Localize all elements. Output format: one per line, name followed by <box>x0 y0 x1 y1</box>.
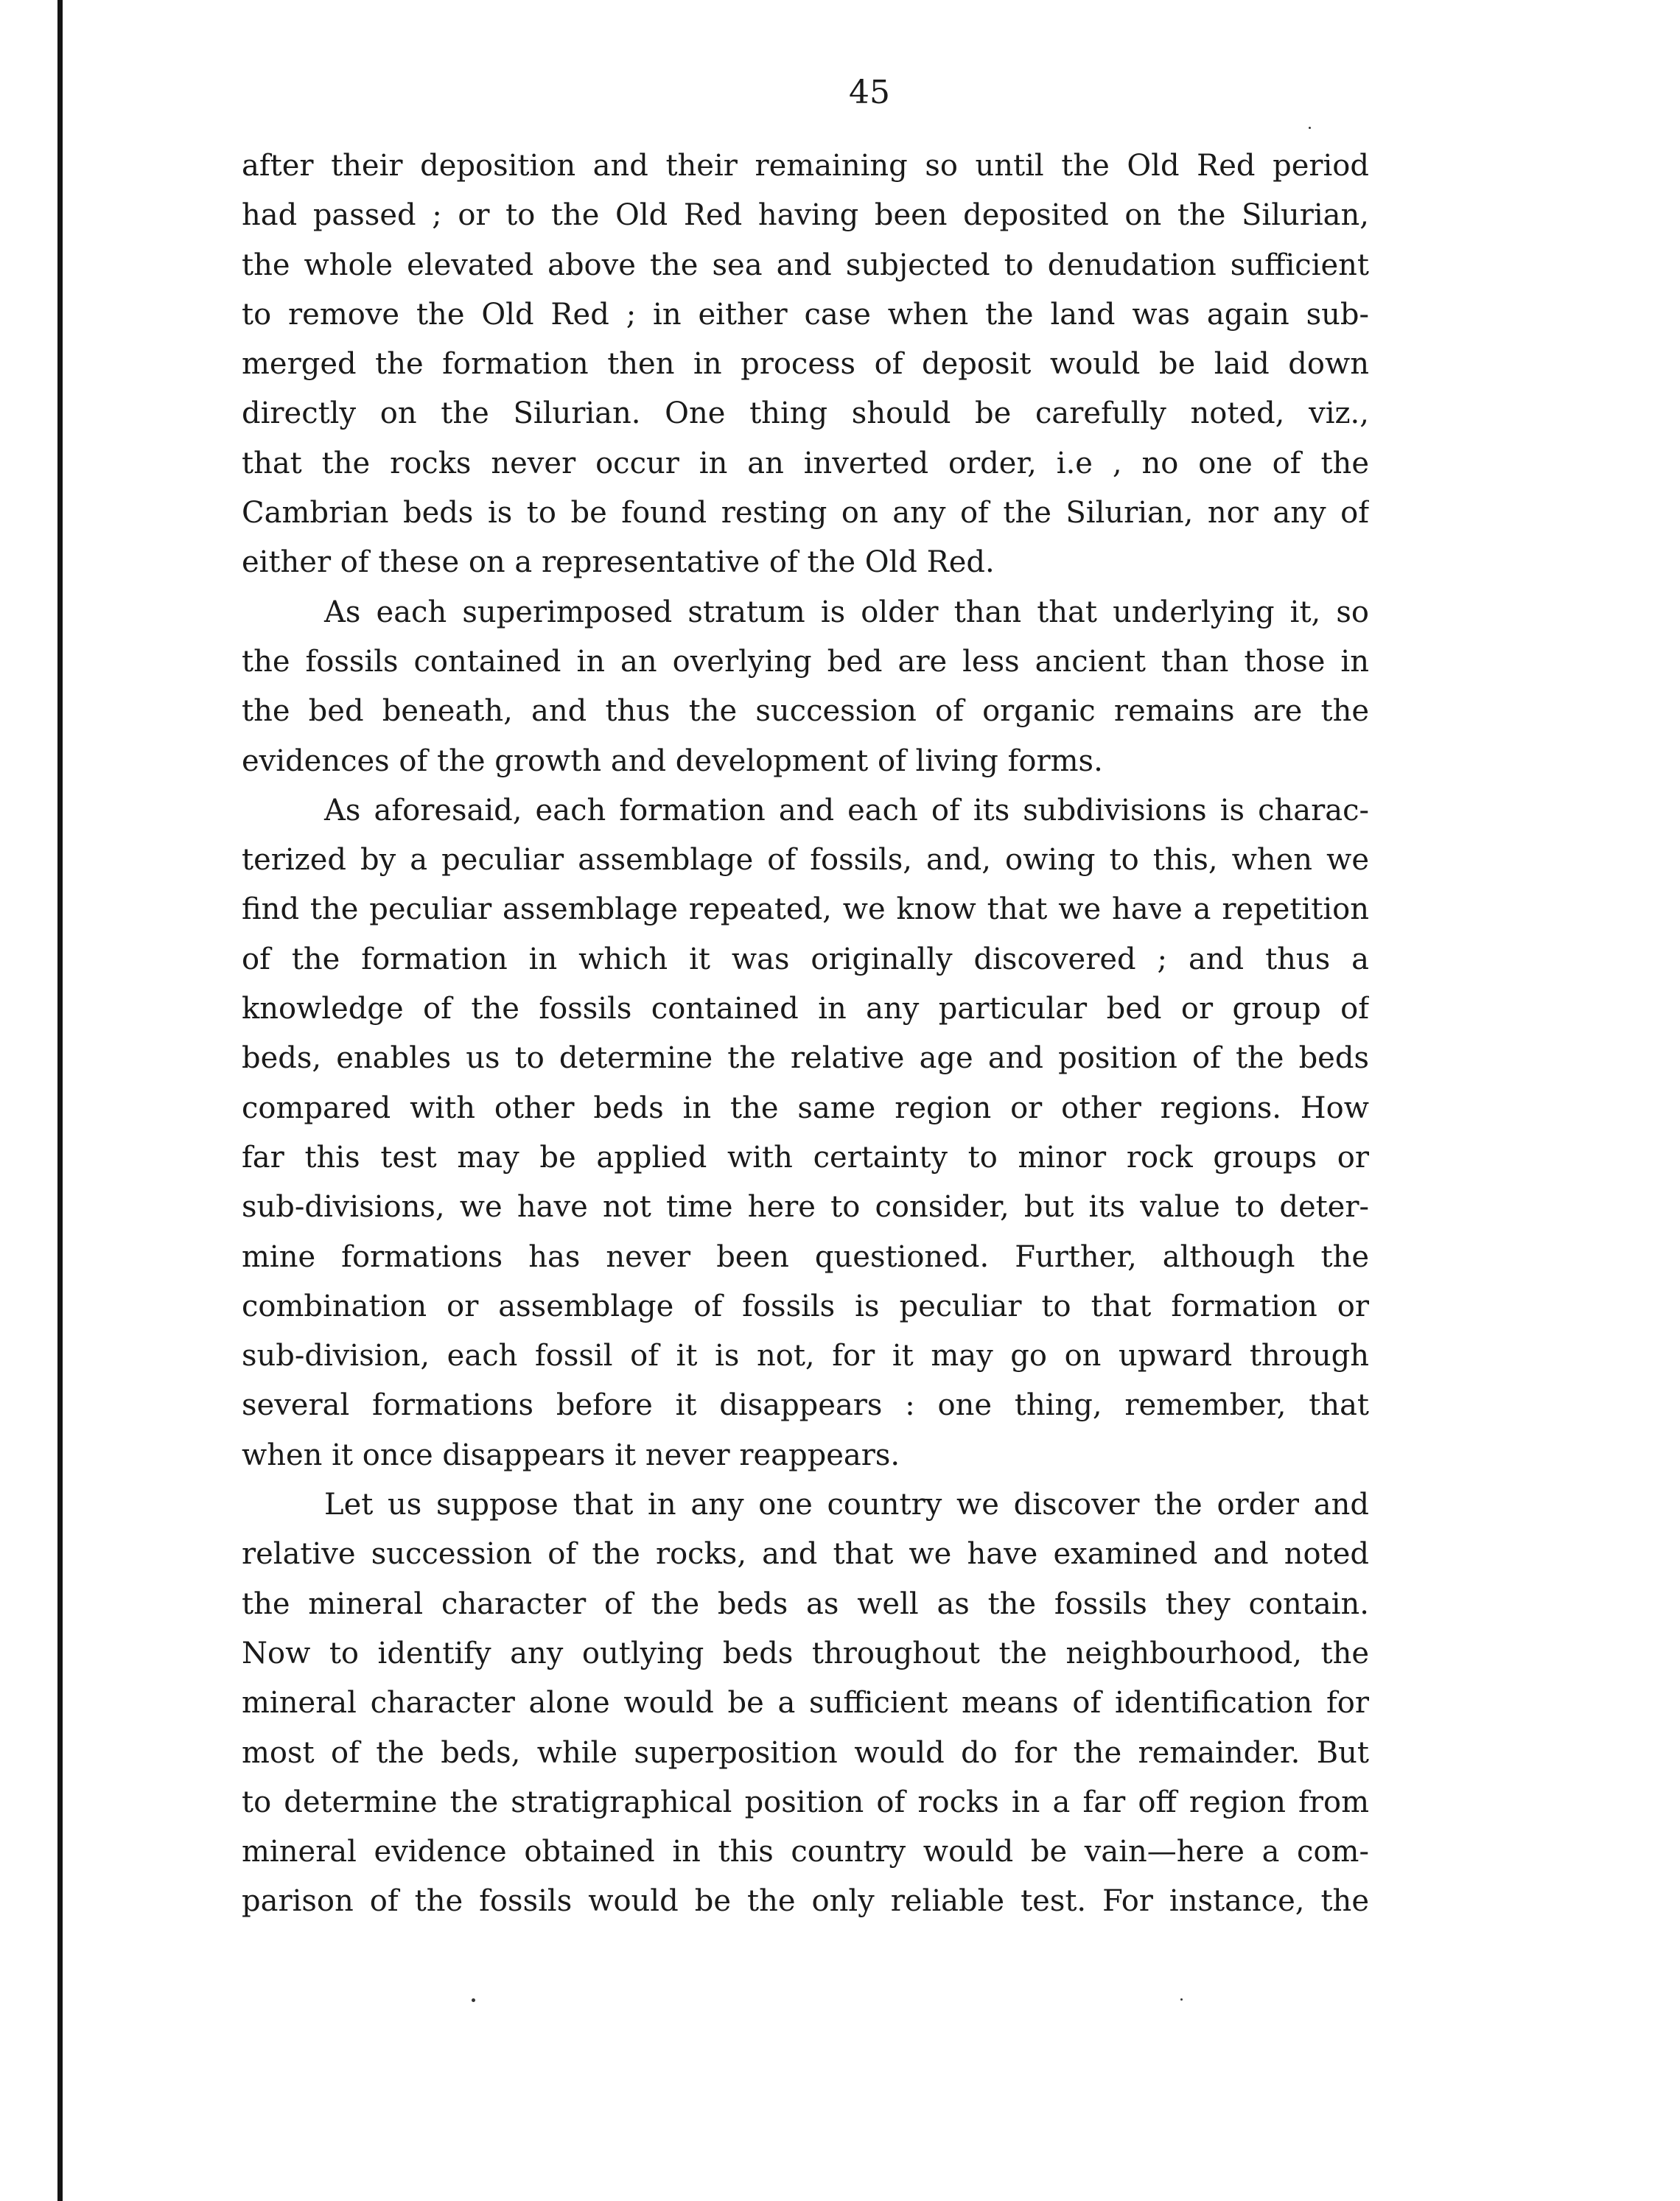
text-line: sub-division, each fossil of it is not, for it may go on upward through <box>242 1339 1369 1374</box>
scan-speck <box>1180 1998 1183 2001</box>
text-line: beds, enables us to determine the relative age and position of the beds <box>242 1041 1369 1076</box>
text-line: knowledge of the fossils contained in any particular bed or group of <box>242 992 1369 1026</box>
text-line: evidences of the growth and development of living forms. <box>242 743 1103 778</box>
text-line: terized by a peculiar assemblage of fossils, and, owing to this, when we <box>242 843 1369 878</box>
text-line: had passed ; or to the Old Red having been deposited on the Silurian, <box>242 198 1369 233</box>
text-line: most of the beds, while superposition would do for the remainder. But <box>242 1735 1369 1770</box>
scan-speck <box>1309 127 1311 129</box>
page-number: 45 <box>849 74 890 111</box>
page-binding-edge <box>57 0 63 2201</box>
text-line: sub-divisions, we have not time here to consider, but its value to deter- <box>242 1190 1369 1225</box>
text-line: when it once disappears it never reappears. <box>242 1438 900 1472</box>
text-line: that the rocks never occur in an inverted order, i.e , no one of the <box>242 446 1369 480</box>
text-line: Now to identify any outlying beds throughout the neighbourhood, the <box>242 1636 1369 1670</box>
text-line: to determine the stratigraphical position of rocks in a far off region from <box>242 1785 1369 1819</box>
text-line: several formations before it disappears : one thing, remember, that <box>242 1388 1369 1423</box>
text-line: parison of the fossils would be the only reliable test. For instance, the <box>242 1884 1369 1919</box>
text-line: the mineral character of the beds as well as the fossils they contain. <box>242 1586 1369 1621</box>
text-line: the whole elevated above the sea and subjected to denudation sufficient <box>242 248 1369 282</box>
text-line: after their deposition and their remaining so until the Old Red period <box>242 149 1369 183</box>
text-line: directly on the Silurian. One thing should be carefully noted, viz., <box>242 396 1369 431</box>
text-line: far this test may be applied with certainty to minor rock groups or <box>242 1140 1369 1175</box>
text-line: combination or assemblage of fossils is peculiar to that formation or <box>242 1289 1369 1323</box>
text-line: Let us suppose that in any one country we discover the order and <box>324 1488 1369 1522</box>
body-text <box>242 141 1369 1927</box>
text-line: merged the formation then in process of deposit would be laid down <box>242 347 1369 382</box>
text-line: compared with other beds in the same region or other regions. How <box>242 1091 1369 1125</box>
text-line: the bed beneath, and thus the succession of organic remains are the <box>242 694 1369 729</box>
scan-speck <box>472 1998 475 2002</box>
text-line: to remove the Old Red ; in either case when the land was again sub- <box>242 297 1369 332</box>
text-line: of the formation in which it was originally discovered ; and thus a <box>242 942 1369 976</box>
text-line: relative succession of the rocks, and that we have examined and noted <box>242 1537 1369 1572</box>
text-line: mineral character alone would be a sufficient means of identification for <box>242 1686 1369 1721</box>
text-line: find the peculiar assemblage repeated, we know that we have a repetition <box>242 892 1369 927</box>
text-line: the fossils contained in an overlying bed are less ancient than those in <box>242 644 1369 679</box>
text-line: mine formations has never been questioned. Further, although the <box>242 1239 1369 1274</box>
text-line: either of these on a representative of the Old Red. <box>242 545 995 580</box>
text-line: Cambrian beds is to be found resting on any of the Silurian, nor any of <box>242 496 1369 531</box>
text-line: As each superimposed stratum is older than that underlying it, so <box>324 595 1369 629</box>
text-line: mineral evidence obtained in this country would be vain—here a com- <box>242 1835 1369 1869</box>
text-line: As aforesaid, each formation and each of its subdivisions is charac- <box>324 793 1369 827</box>
